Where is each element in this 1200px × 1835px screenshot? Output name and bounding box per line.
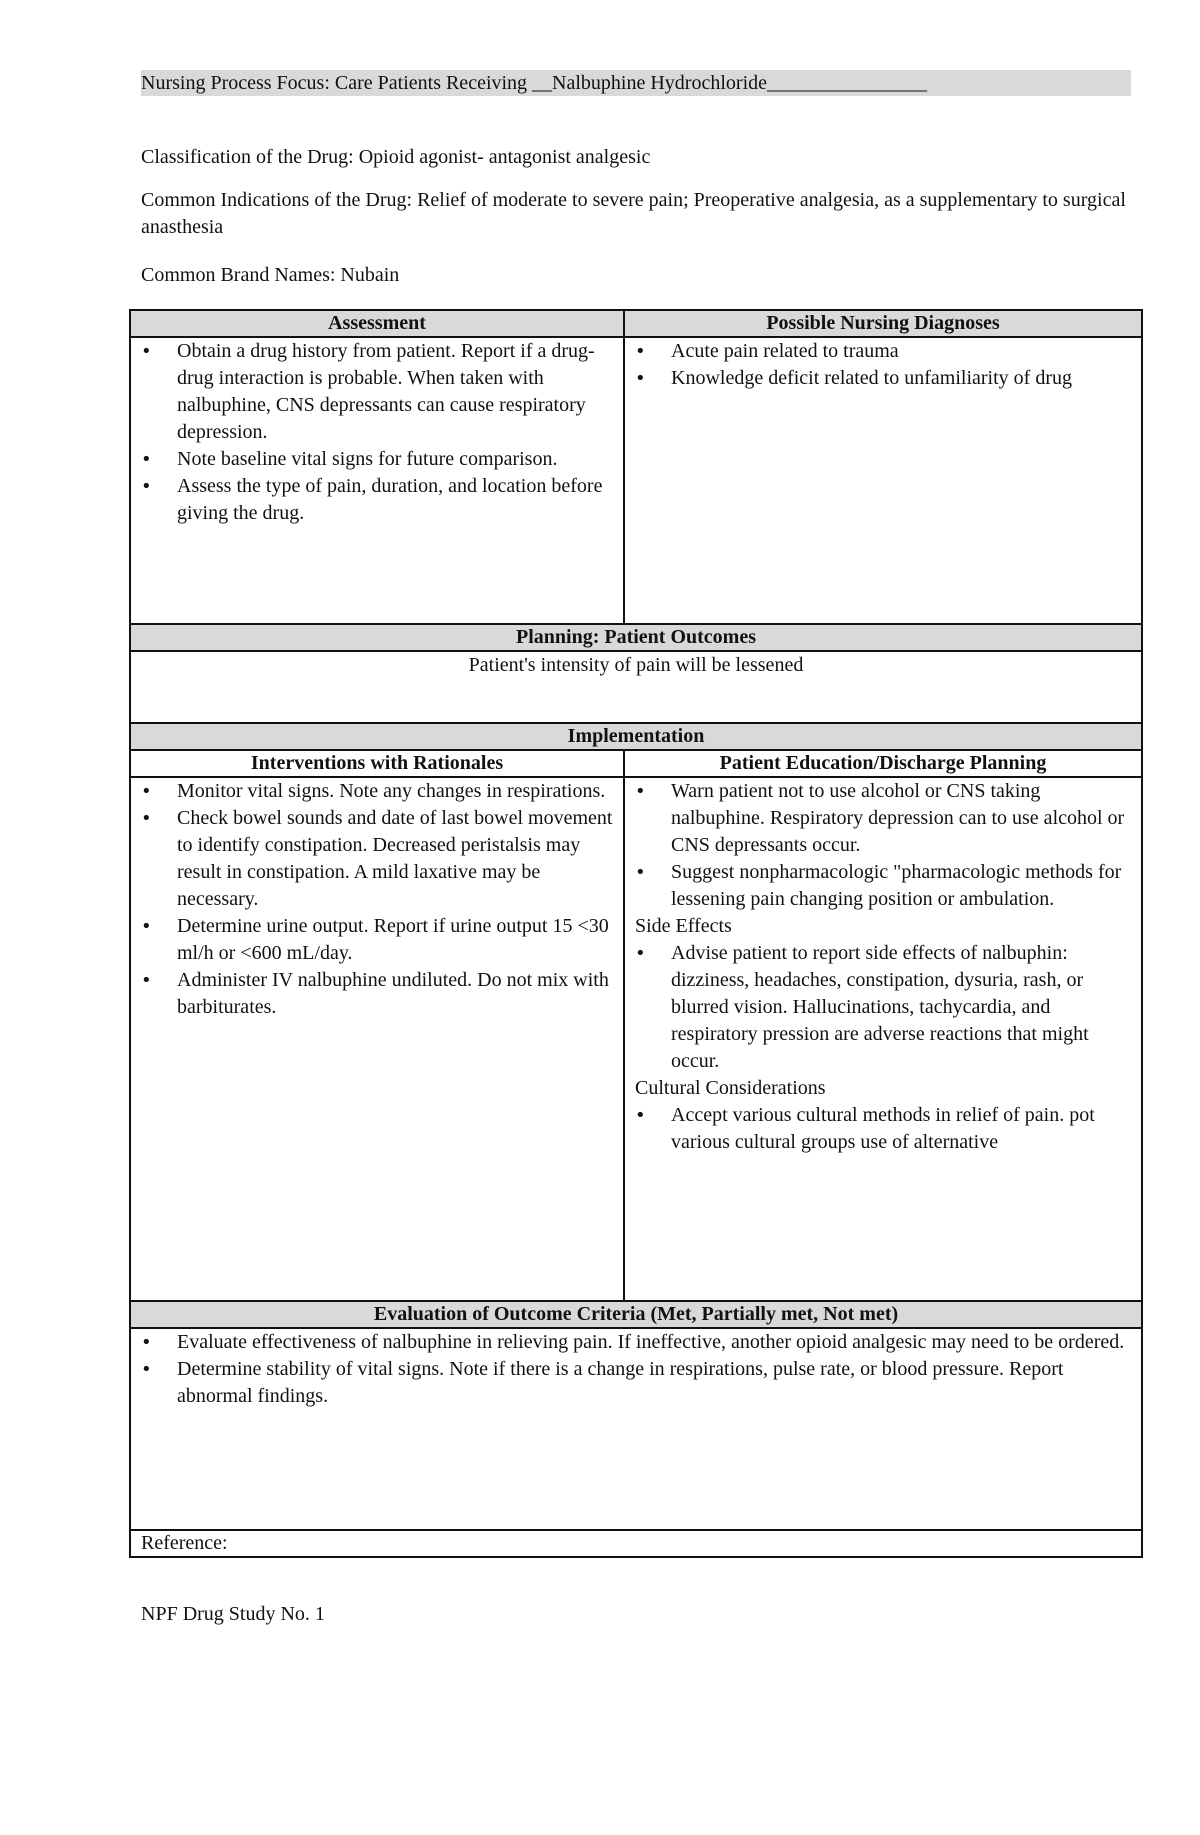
list-item: • Warn patient not to use alcohol or CNS taking nalbuphine. Respiratory depression can to use alcohol or CNS depressants occur. [635,778,1131,859]
document-title: Nursing Process Focus: Care Patients Receiving __Nalbuphine Hydrochloride________________ [141,70,1131,96]
indications-text: Common Indications of the Drug: Relief of moderate to severe pain; Preoperative analgesia, as a supplementary to surgical anasthesia [141,189,1126,238]
planning-heading: Planning: Patient Outcomes [130,624,1142,651]
diagnoses-heading: Possible Nursing Diagnoses [624,310,1142,337]
cultural-label: Cultural Considerations [635,1077,826,1099]
list-item: • Obtain a drug history from patient. Report if a drug-drug interaction is probable. When taken with nalbuphine, CNS depressants can cause respiratory depression. [141,338,613,446]
assessment-list [141,338,613,527]
evaluation-list [141,1329,1131,1410]
list-item: • Assess the type of pain, duration, and location before giving the drug. [141,473,613,527]
nursing-process-table [129,309,1143,1558]
education-list [635,778,1131,913]
evaluation-heading: Evaluation of Outcome Criteria (Met, Partially met, Not met) [130,1301,1142,1328]
footer-text: NPF Drug Study No. 1 [141,1603,325,1625]
list-item: • Accept various cultural methods in relief of pain. pot various cultural groups use of alternative [635,1102,1131,1156]
planning-outcome: Patient's intensity of pain will be lessened [130,651,1142,723]
cultural-list [635,1102,1131,1156]
implementation-heading: Implementation [130,723,1142,750]
list-item: • Determine urine output. Report if urine output 15 <30 ml/h or <600 mL/day. [141,913,613,967]
education-cell [624,777,1142,1301]
list-item: • Advise patient to report side effects of nalbuphin: dizziness, headaches, constipation, dysuria, rash, or blurred vision. Hallucinations, tachycardia, and respiratory pression are adverse reactions that might occur. [635,940,1131,1075]
list-item: • Administer IV nalbuphine undiluted. Do not mix with barbiturates. [141,967,613,1021]
list-item: • Monitor vital signs. Note any changes in respirations. [141,778,613,805]
interventions-list [141,778,613,1021]
reference-cell: Reference: [130,1530,1142,1557]
interventions-heading: Interventions with Rationales [130,750,624,777]
list-item: • Check bowel sounds and date of last bowel movement to identify constipation. Decreased peristalsis may result in constipation. A mild laxative may be necessary. [141,805,613,913]
drug-brand-names [141,262,1131,289]
classification-text: Classification of the Drug: Opioid agonist- antagonist analgesic [141,146,651,168]
diagnoses-list [635,338,1131,392]
side-effects-list [635,940,1131,1075]
assessment-heading: Assessment [130,310,624,337]
education-heading: Patient Education/Discharge Planning [624,750,1142,777]
assessment-cell [130,337,624,624]
drug-classification [141,144,1131,171]
side-effects-label: Side Effects [635,915,732,937]
list-item: • Note baseline vital signs for future comparison. [141,446,613,473]
list-item: • Knowledge deficit related to unfamiliarity of drug [635,365,1131,392]
list-item: • Suggest nonpharmacologic "pharmacologic methods for lessening pain changing position or ambulation. [635,859,1131,913]
brand-names-text: Common Brand Names: Nubain [141,264,400,286]
list-item: • Determine stability of vital signs. Note if there is a change in respirations, pulse rate, or blood pressure. Report abnormal findings. [141,1356,1131,1410]
list-item: • Evaluate effectiveness of nalbuphine in relieving pain. If ineffective, another opioid analgesic may need to be ordered. [141,1329,1131,1356]
evaluation-cell [130,1328,1142,1530]
list-item: • Acute pain related to trauma [635,338,1131,365]
interventions-cell [130,777,624,1301]
drug-indications [141,187,1131,241]
diagnoses-cell [624,337,1142,624]
